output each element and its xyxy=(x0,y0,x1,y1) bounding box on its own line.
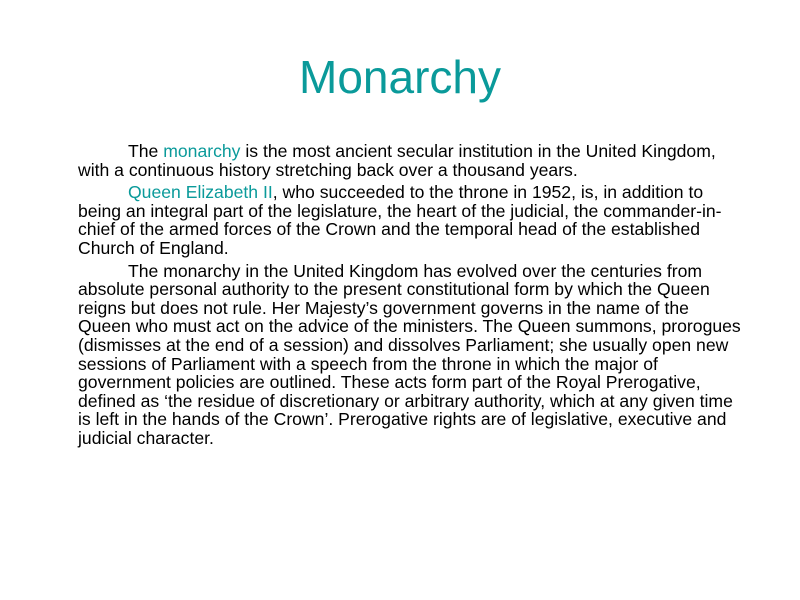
paragraph-text: , who succeeded to the throne in 1952, is, in addition to being an integral part of the legislature, the heart of the judicial, the commander-in-chief of the armed forces of the Crown and the temporal head of the established Church of England. xyxy=(78,182,722,258)
paragraph-queen xyxy=(78,183,746,257)
paragraph-text: is the most ancient secular institution in the United Kingdom, with a continuous history stretching back over a thousand years. xyxy=(78,141,716,180)
slide-body xyxy=(78,142,746,452)
slide-title: Monarchy xyxy=(299,51,501,103)
highlight-queen-elizabeth: Queen Elizabeth II xyxy=(128,182,273,203)
highlight-monarchy: monarchy xyxy=(163,141,241,161)
paragraph-lead: The xyxy=(128,141,164,161)
paragraph-evolution xyxy=(78,262,746,448)
paragraph-text: The monarchy in the United Kingdom has evolved over the centuries from absolute personal authority to the present constitutional form by which the Queen reigns but does not rule. Her Majesty’s government governs in the name of the Queen who must act on the advice of the ministers. The Queen summons, prorogues (dismisses at the end of a session) and dissolves Parliament; she usually open new sessions of Parliament with a speech from the throne in which the major of government policies are outlined. These acts form part of the Royal Prerogative, defined as ‘the residue of discretionary or arbitrary authority, which at any given time is left in the hands of the Crown’. Prerogative rights are of legislative, executive and judicial character. xyxy=(78,260,741,448)
paragraph-monarchy-intro xyxy=(78,142,746,179)
